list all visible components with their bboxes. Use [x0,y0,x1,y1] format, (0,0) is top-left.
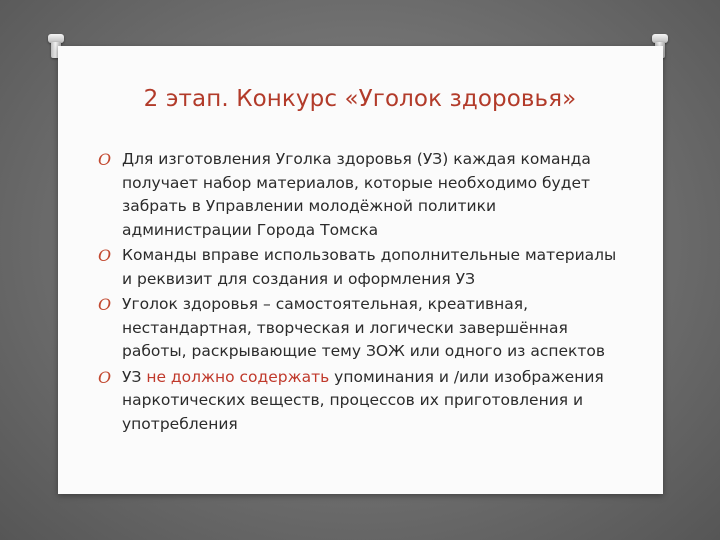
bullet-item [98,293,628,364]
bullet-text: Уголок здоровья – самостоятельная, креативная, нестандартная, творческая и логически завершённая работы, раскрывающие тему ЗОЖ или одного из аспектов [122,295,606,360]
bullet-highlight: не должно содержать [146,367,330,386]
bullet-item [98,148,628,242]
bullet-item [98,244,628,291]
bullet-text-end: упоминания и /или изображения наркотических веществ, процессов их приготовления и употребления [122,367,604,433]
bullet-text: Для изготовления Уголка здоровья (УЗ) каждая команда получает набор материалов, которые необходимо будет забрать в Управлении молодёжной политики администрации Города Томска [122,150,591,239]
bullet-marker-icon: O [98,295,112,314]
bullet-list [98,148,628,438]
bullet-marker-icon: O [98,150,112,169]
bullet-item [98,366,628,437]
bullet-marker-icon: O [98,367,112,387]
slide-title: 2 этап. Конкурс «Уголок здоровья» [143,86,577,112]
bullet-text: Команды вправе использовать дополнительные материалы и реквизит для создания и оформления УЗ [122,246,617,288]
bullet-marker-icon: O [98,246,112,265]
bullet-text-start: УЗ [122,367,147,386]
